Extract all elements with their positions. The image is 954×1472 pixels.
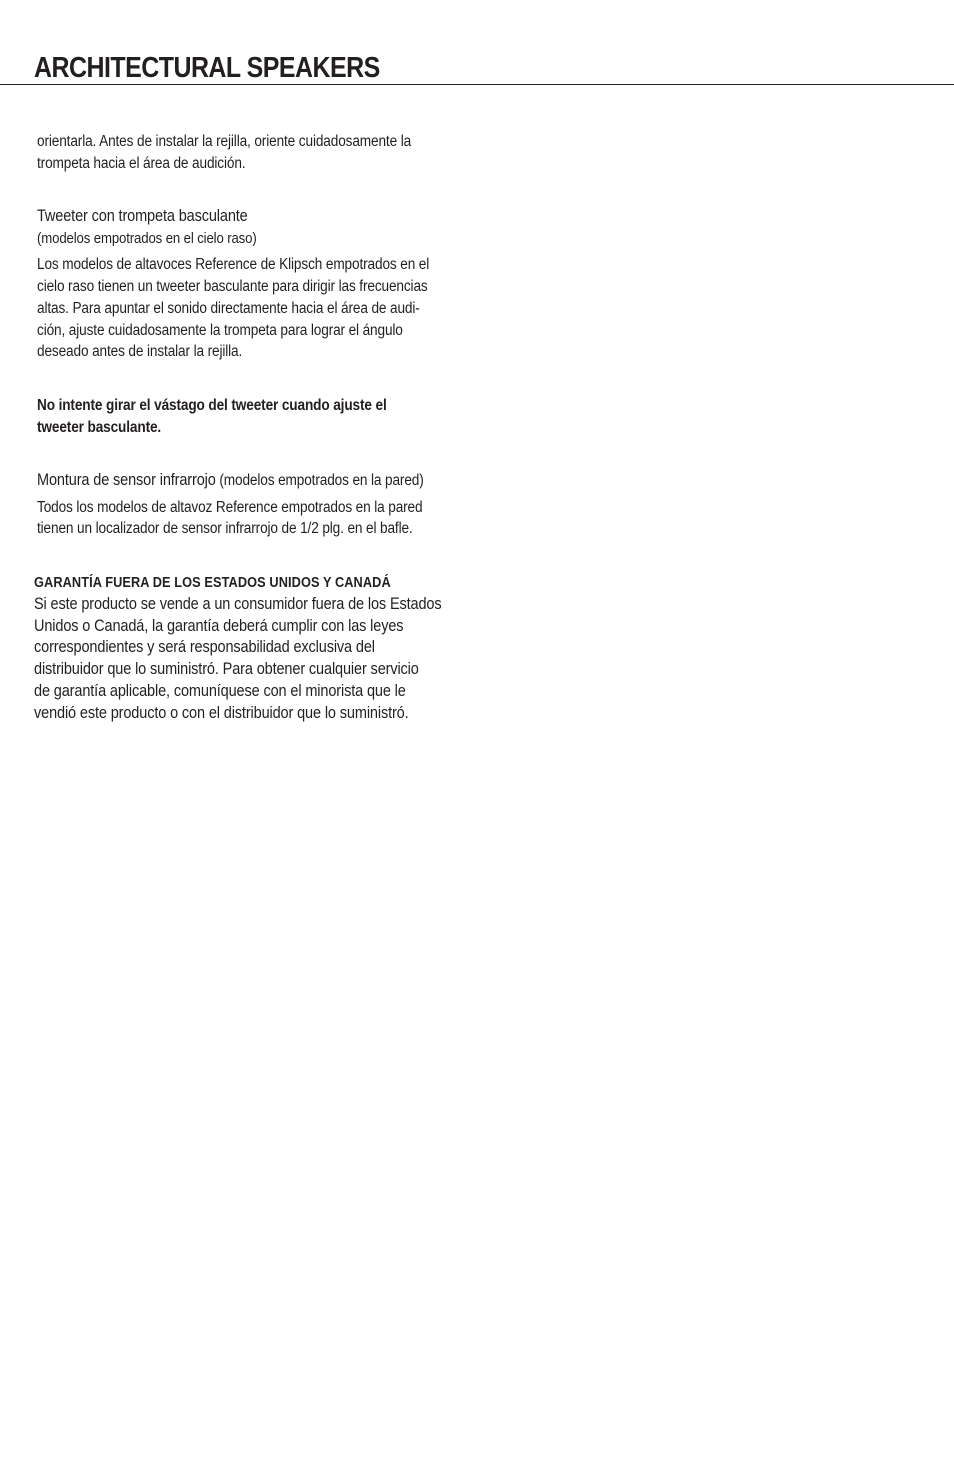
ir-sensor-heading-note: (modelos empotrados en la pared) (219, 472, 424, 489)
tweeter-subheading: (modelos empotrados en el cielo raso) (37, 229, 257, 247)
warranty-body-line: Si este producto se vende a un consumidor fuera de los Estados (34, 595, 442, 613)
tweeter-body-line: Los modelos de altavoces Reference de Klipsch empotrados en el (37, 256, 430, 274)
warranty-body-line: de garantía aplicable, comuníquese con el minorista que le (34, 681, 406, 700)
tweeter-body-line: deseado antes de instalar la rejilla. (37, 343, 243, 361)
warranty-body-line: distribuidor que lo suministró. Para obtener cualquier servicio (34, 660, 419, 679)
ir-sensor-section (37, 470, 468, 540)
warranty-body-line: vendió este producto o con el distribuidor que lo suministró. (34, 703, 409, 722)
intro-line: trompeta hacia el área de audición. (37, 154, 246, 172)
warranty-body-line: correspondientes y será responsabilidad exclusiva del (34, 638, 375, 657)
warning-note (37, 395, 468, 438)
page-title: ARCHITECTURAL SPEAKERS (34, 52, 380, 84)
intro-line: orientarla. Antes de instalar la rejilla, oriente cuidadosamente la (37, 133, 412, 150)
warranty-title: GARANTÍA FUERA DE LOS ESTADOS UNIDOS Y CANADÁ (34, 575, 391, 591)
ir-sensor-body-line: tienen un localizador de sensor infrarrojo de 1/2 plg. en el bafle. (37, 520, 413, 538)
tweeter-body-line: ción, ajuste cuidadosamente la trompeta para lograr el ángulo (37, 321, 403, 339)
tweeter-body-line: cielo raso tienen un tweeter basculante para dirigir las frecuencias (37, 278, 428, 296)
warning-line: tweeter basculante. (37, 418, 162, 436)
ir-sensor-body-line: Todos los modelos de altavoz Reference empotrados en la pared (37, 498, 423, 516)
header-rule (0, 84, 954, 85)
intro-paragraph (37, 131, 468, 174)
tweeter-heading: Tweeter con trompeta basculante (37, 207, 248, 225)
warning-line: No intente girar el vástago del tweeter cuando ajuste el (37, 397, 387, 414)
warranty-body-line: Unidos o Canadá, la garantía deberá cumplir con las leyes (34, 616, 404, 635)
tweeter-section (37, 206, 468, 363)
warranty-section (34, 573, 524, 724)
page-header (0, 0, 954, 86)
tweeter-body-line: altas. Para apuntar el sonido directamente hacia el área de audi- (37, 299, 420, 317)
ir-sensor-heading-line (37, 470, 468, 492)
ir-sensor-heading: Montura de sensor infrarrojo (37, 471, 216, 489)
